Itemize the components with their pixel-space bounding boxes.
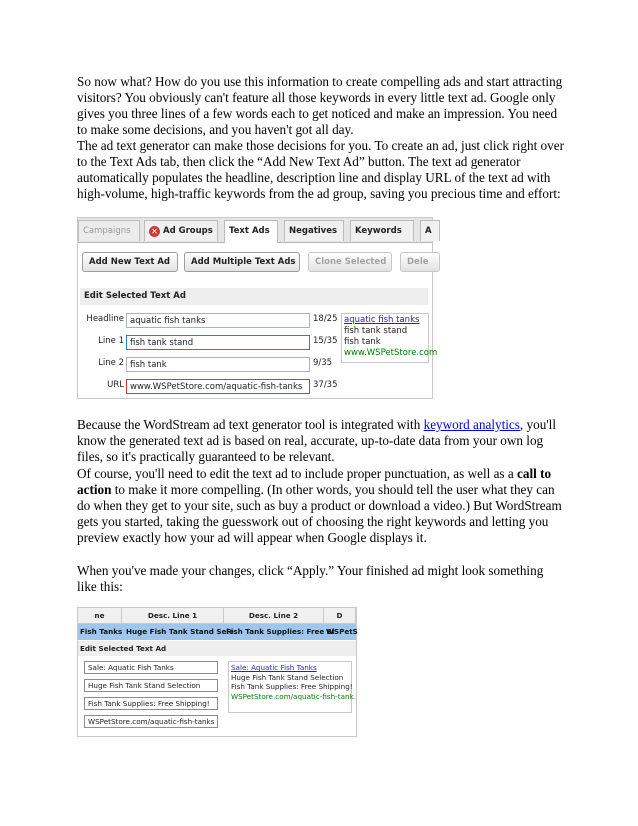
- tab-keywords[interactable]: Keywords: [350, 220, 414, 241]
- call-to-action-bold: call to action: [77, 466, 552, 497]
- column-header-name[interactable]: ne: [78, 608, 122, 624]
- column-header-desc-line-1[interactable]: Desc. Line 1: [122, 608, 224, 624]
- paragraph-ad-generator: The ad text generator can make those decisions for you. To create an ad, just click right over to the Text Ads tab, then click the “Add New Text Ad” button. The text ad generator automatically populates the headline, description line and display URL of the text ad with high-volume, high-traffic keywords from the ad group, saving you precious time and effort:: [77, 138, 564, 201]
- preview-url: WSPetStore.com/aquatic-fish-tank.: [231, 691, 356, 701]
- preview-line2: Fish Tank Supplies: Free Shipping!: [231, 682, 353, 691]
- preview-line1: fish tank stand: [344, 326, 408, 336]
- text-ads-screenshot: [77, 217, 438, 399]
- table-cell: Fish Tank Supplies: Free Sl: [226, 627, 335, 636]
- finished-ad-screenshot: [77, 607, 357, 737]
- line1-input[interactable]: fish tank stand: [126, 335, 310, 350]
- url-label: URL: [107, 380, 124, 390]
- edit-panel-title: Edit Selected Text Ad: [80, 288, 428, 305]
- url-input[interactable]: WSPetStore.com/aquatic-fish-tanks: [84, 715, 218, 728]
- toolbar: [78, 243, 432, 277]
- paragraph-4-end: to make it more compelling. (In other words, you should tell the user what they can do when they get to your site, such as buy a product or download a video.) But WordStream gets you started, taking the guesswork out of choosing the right keywords and letting you preview exactly how your ad will appear when Google displays it.: [77, 482, 562, 545]
- column-header-desc-line-2[interactable]: Desc. Line 2: [224, 608, 324, 624]
- tab-text-ads[interactable]: Text Ads: [224, 220, 278, 243]
- paragraph-3-start: Because the WordStream ad text generator tool is integrated with: [77, 417, 424, 432]
- preview-url: www.WSPetStore.com: [344, 348, 438, 358]
- close-icon: ✕: [149, 226, 160, 237]
- line2-input[interactable]: fish tank: [126, 357, 310, 372]
- add-multiple-text-ads-button[interactable]: Add Multiple Text Ads: [184, 252, 300, 272]
- paragraph-call-to-action: [77, 466, 565, 546]
- headline-input[interactable]: Sale: Aquatic Fish Tanks: [84, 661, 218, 674]
- tab-ad-groups-label: Ad Groups: [163, 226, 213, 236]
- add-new-text-ad-button[interactable]: Add New Text Ad: [82, 252, 178, 272]
- keyword-analytics-link[interactable]: keyword analytics: [423, 417, 520, 432]
- line1-label: Line 1: [98, 336, 124, 346]
- tab-campaigns[interactable]: Campaigns: [78, 220, 140, 241]
- ad-preview: [341, 313, 438, 363]
- url-char-count: 37/35: [313, 380, 338, 390]
- url-input[interactable]: www.WSPetStore.com/aquatic-fish-tanks: [126, 379, 310, 394]
- tab-negatives[interactable]: Negatives: [284, 220, 344, 241]
- edit-panel-title: Edit Selected Text Ad: [78, 641, 356, 656]
- clone-selected-button[interactable]: Clone Selected: [308, 252, 392, 272]
- table-cell: Fish Tanks: [80, 627, 123, 636]
- paragraph-intro: So now what? How do you use this information to create compelling ads and start attracting visitors? You obviously can't feature all those keywords in every little text ad. Google only gives you three lines of a few words each to get noticed and make an impression. You need to make some decisions, and you haven't got all day.: [77, 74, 563, 137]
- paragraph-keyword-analytics: [77, 417, 565, 465]
- line2-input[interactable]: Fish Tank Supplies: Free Shipping!: [84, 697, 218, 710]
- headline-label: Headline: [86, 314, 124, 324]
- headline-input[interactable]: aquatic fish tanks: [126, 313, 310, 328]
- line1-char-count: 15/35: [313, 336, 338, 346]
- paragraph-3-end: , you'll know the generated text ad is based on real, accurate, up-to-date data from your own log files, so it's practically guaranteed to be relevant.: [77, 417, 556, 464]
- tab-ad-groups[interactable]: [144, 220, 218, 241]
- ad-preview: [228, 661, 356, 713]
- tab-more[interactable]: A: [420, 220, 440, 241]
- preview-headline[interactable]: Sale: Aquatic Fish Tanks: [231, 663, 317, 672]
- selected-table-row[interactable]: [78, 624, 356, 640]
- preview-line1: Huge Fish Tank Stand Selection: [231, 672, 344, 682]
- preview-line2: fish tank: [344, 337, 381, 347]
- column-header-display-url[interactable]: D: [324, 608, 356, 624]
- paragraph-finished-ad: When you've made your changes, click “Apply.” Your finished ad might look something like this:: [77, 563, 544, 594]
- line1-input[interactable]: Huge Fish Tank Stand Selection: [84, 679, 218, 692]
- preview-headline[interactable]: aquatic fish tanks: [344, 315, 420, 325]
- headline-char-count: 18/25: [313, 314, 338, 324]
- table-cell: Huge Fish Tank Stand Sele: [126, 627, 234, 636]
- tab-bar: [78, 218, 432, 243]
- paragraph-4-start: Of course, you'll need to edit the text ad to include proper punctuation, as well as a: [77, 466, 517, 481]
- line2-char-count: 9/35: [313, 358, 333, 368]
- delete-button[interactable]: Dele: [400, 252, 440, 272]
- table-cell: WSPetS: [326, 627, 358, 636]
- line2-label: Line 2: [98, 358, 124, 368]
